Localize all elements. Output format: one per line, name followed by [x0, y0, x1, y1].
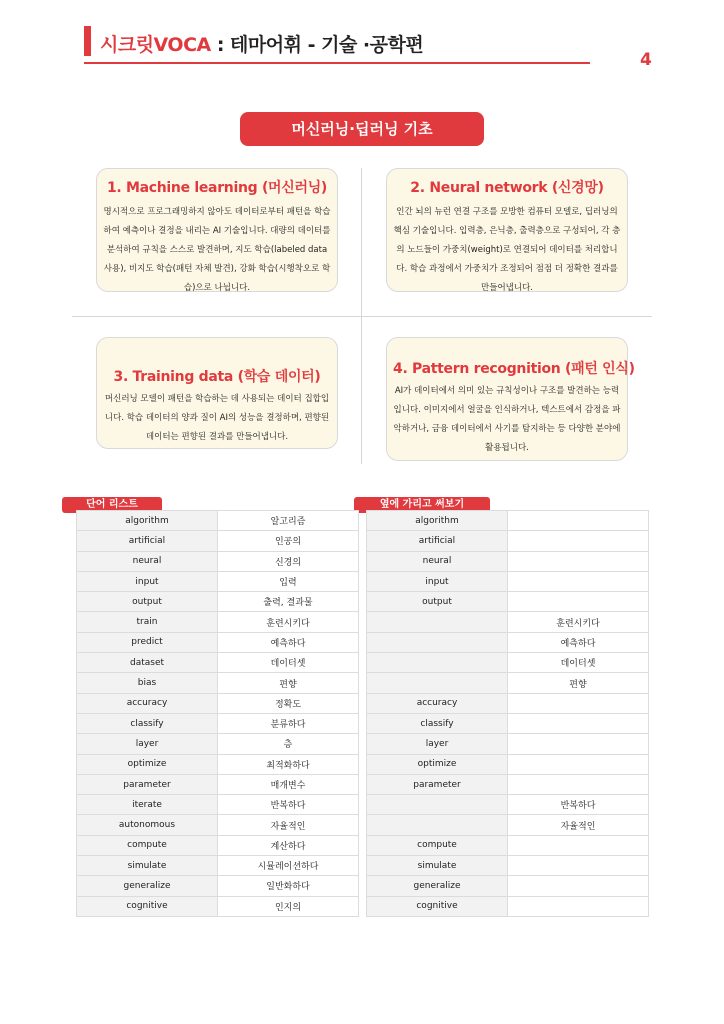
table-row	[77, 571, 359, 591]
english-word-cell: layer	[77, 734, 218, 754]
korean-meaning-cell: 알고리즘	[218, 511, 359, 531]
page-number: 4	[640, 50, 652, 70]
korean-meaning-cell: 인지의	[218, 896, 359, 916]
korean-meaning-cell	[508, 551, 649, 571]
table-row	[77, 673, 359, 693]
english-word-cell: artificial	[367, 531, 508, 551]
table-row	[367, 754, 649, 774]
korean-meaning-cell	[508, 734, 649, 754]
korean-meaning-cell: 훈련시키다	[508, 612, 649, 632]
page-header-title	[100, 30, 423, 57]
english-word-cell: train	[77, 612, 218, 632]
table-row	[367, 815, 649, 835]
korean-meaning-cell	[508, 896, 649, 916]
korean-meaning-cell: 예측하다	[218, 632, 359, 652]
korean-meaning-cell: 편향	[508, 673, 649, 693]
english-word-cell: output	[77, 592, 218, 612]
english-word-cell: parameter	[367, 774, 508, 794]
korean-meaning-cell: 훈련시키다	[218, 612, 359, 632]
word-list-table	[76, 510, 359, 917]
table-row	[77, 856, 359, 876]
table-row	[367, 551, 649, 571]
english-word-cell: optimize	[367, 754, 508, 774]
table-row	[367, 795, 649, 815]
english-word-cell: cognitive	[367, 896, 508, 916]
english-word-cell: optimize	[77, 754, 218, 774]
concept-card-2	[386, 168, 628, 292]
concept-card-title: 3. Training data (학습 데이터)	[113, 369, 321, 385]
table-row	[367, 612, 649, 632]
header-accent-bar	[84, 26, 91, 56]
korean-meaning-cell	[508, 754, 649, 774]
table-row	[367, 511, 649, 531]
korean-meaning-cell: 일반화하다	[218, 876, 359, 896]
table-row	[77, 511, 359, 531]
table-row	[77, 551, 359, 571]
korean-meaning-cell	[508, 774, 649, 794]
english-word-cell: simulate	[77, 856, 218, 876]
english-word-cell: algorithm	[77, 511, 218, 531]
table-row	[367, 653, 649, 673]
english-word-cell: parameter	[77, 774, 218, 794]
table-row	[77, 713, 359, 733]
korean-meaning-cell	[508, 531, 649, 551]
table-row	[77, 734, 359, 754]
korean-meaning-cell: 인공의	[218, 531, 359, 551]
korean-meaning-cell	[508, 876, 649, 896]
english-word-cell: algorithm	[367, 511, 508, 531]
korean-meaning-cell: 층	[218, 734, 359, 754]
table-row	[367, 856, 649, 876]
concept-card-title: 4. Pattern recognition (패턴 인식)	[393, 361, 635, 377]
table-row	[367, 713, 649, 733]
table-row	[367, 632, 649, 652]
table-row	[77, 653, 359, 673]
horizontal-divider	[72, 316, 652, 317]
english-word-cell: iterate	[77, 795, 218, 815]
korean-meaning-cell	[508, 713, 649, 733]
practice-table	[366, 510, 649, 917]
korean-meaning-cell: 최적화하다	[218, 754, 359, 774]
english-word-cell: compute	[367, 835, 508, 855]
english-word-cell: input	[77, 571, 218, 591]
table-row	[367, 531, 649, 551]
english-word-cell	[367, 612, 508, 632]
brand-name: 시크릿VOCA	[100, 34, 211, 56]
table-row	[367, 734, 649, 754]
concept-card-body: 명시적으로 프로그래밍하지 않아도 데이터로부터 패턴을 학습하여 예측이나 결정을 내리는 AI 기술입니다. 대량의 데이터를 분석하여 규칙을 스스로 발견하며, 지도 학습(labeled data 사용), 비지도 학습(패턴 자체 발견), 강화 학습(시행착오로 학습)으로 나뉩니다.	[103, 207, 331, 293]
table-row	[77, 632, 359, 652]
english-word-cell: generalize	[77, 876, 218, 896]
table-row	[77, 774, 359, 794]
english-word-cell: accuracy	[77, 693, 218, 713]
header-underline	[84, 62, 590, 64]
english-word-cell: compute	[77, 835, 218, 855]
table-row	[77, 693, 359, 713]
section-title: 머신러닝·딥러닝 기초	[240, 112, 484, 146]
english-word-cell: layer	[367, 734, 508, 754]
english-word-cell: classify	[77, 713, 218, 733]
english-word-cell	[367, 795, 508, 815]
english-word-cell	[367, 815, 508, 835]
korean-meaning-cell	[508, 835, 649, 855]
korean-meaning-cell	[508, 511, 649, 531]
english-word-cell: predict	[77, 632, 218, 652]
korean-meaning-cell	[508, 693, 649, 713]
table-row	[77, 815, 359, 835]
english-word-cell: neural	[77, 551, 218, 571]
table-row	[367, 571, 649, 591]
header-subtitle: : 테마어휘 - 기술 ·공학편	[210, 34, 424, 56]
korean-meaning-cell: 정확도	[218, 693, 359, 713]
english-word-cell: neural	[367, 551, 508, 571]
table-row	[77, 754, 359, 774]
english-word-cell: cognitive	[77, 896, 218, 916]
concept-card-body: AI가 데이터에서 의미 있는 규칙성이나 구조를 발견하는 능력입니다. 이미지에서 얼굴을 인식하거나, 텍스트에서 감정을 파악하거나, 금융 데이터에서 사기를 탐지하는 등 다양한 분야에 활용됩니다.	[393, 386, 621, 453]
table-row	[367, 592, 649, 612]
korean-meaning-cell: 데이터셋	[218, 653, 359, 673]
korean-meaning-cell: 출력, 결과물	[218, 592, 359, 612]
table-row	[77, 531, 359, 551]
english-word-cell: generalize	[367, 876, 508, 896]
concept-card-3	[96, 337, 338, 449]
korean-meaning-cell: 신경의	[218, 551, 359, 571]
table-row	[367, 876, 649, 896]
korean-meaning-cell: 데이터셋	[508, 653, 649, 673]
english-word-cell: autonomous	[77, 815, 218, 835]
korean-meaning-cell: 편향	[218, 673, 359, 693]
concept-card-title: 2. Neural network (신경망)	[410, 180, 604, 196]
table-row	[77, 876, 359, 896]
table-row	[77, 795, 359, 815]
english-word-cell: input	[367, 571, 508, 591]
korean-meaning-cell	[508, 592, 649, 612]
table-row	[77, 612, 359, 632]
english-word-cell: artificial	[77, 531, 218, 551]
table-row	[367, 835, 649, 855]
english-word-cell	[367, 673, 508, 693]
table-row	[77, 835, 359, 855]
english-word-cell	[367, 653, 508, 673]
korean-meaning-cell: 자율적인	[218, 815, 359, 835]
concept-card-4	[386, 337, 635, 461]
english-word-cell: accuracy	[367, 693, 508, 713]
concept-card-body: 인간 뇌의 뉴런 연결 구조를 모방한 컴퓨터 모델로, 딥러닝의 핵심 기술입니다. 입력층, 은닉층, 출력층으로 구성되어, 각 층의 노드들이 가중치(weight)로 연결되어 데이터를 처리합니다. 학습 과정에서 가중치가 조정되어 점점 더 정확한 결과를 만들어냅니다.	[393, 207, 621, 293]
korean-meaning-cell: 계산하다	[218, 835, 359, 855]
english-word-cell: classify	[367, 713, 508, 733]
korean-meaning-cell: 시뮬레이션하다	[218, 856, 359, 876]
korean-meaning-cell: 예측하다	[508, 632, 649, 652]
korean-meaning-cell: 반복하다	[508, 795, 649, 815]
word-list-label: 단어 리스트	[62, 497, 162, 513]
concept-card-title: 1. Machine learning (머신러닝)	[106, 180, 328, 196]
table-row	[367, 673, 649, 693]
table-row	[367, 896, 649, 916]
table-row	[367, 774, 649, 794]
english-word-cell: simulate	[367, 856, 508, 876]
english-word-cell	[367, 632, 508, 652]
korean-meaning-cell: 분류하다	[218, 713, 359, 733]
practice-label: 옆에 가리고 써보기	[354, 497, 490, 513]
korean-meaning-cell	[508, 856, 649, 876]
korean-meaning-cell: 자율적인	[508, 815, 649, 835]
english-word-cell: bias	[77, 673, 218, 693]
korean-meaning-cell: 입력	[218, 571, 359, 591]
concept-card-1	[96, 168, 338, 292]
korean-meaning-cell	[508, 571, 649, 591]
concept-card-body: 머신러닝 모델이 패턴을 학습하는 데 사용되는 데이터 집합입니다. 학습 데이터의 양과 질이 AI의 성능을 결정하며, 편향된 데이터는 편향된 결과를 만들어냅니다.	[104, 394, 330, 442]
english-word-cell: output	[367, 592, 508, 612]
table-row	[367, 693, 649, 713]
table-row	[77, 896, 359, 916]
english-word-cell: dataset	[77, 653, 218, 673]
table-row	[77, 592, 359, 612]
korean-meaning-cell: 반복하다	[218, 795, 359, 815]
korean-meaning-cell: 매개변수	[218, 774, 359, 794]
